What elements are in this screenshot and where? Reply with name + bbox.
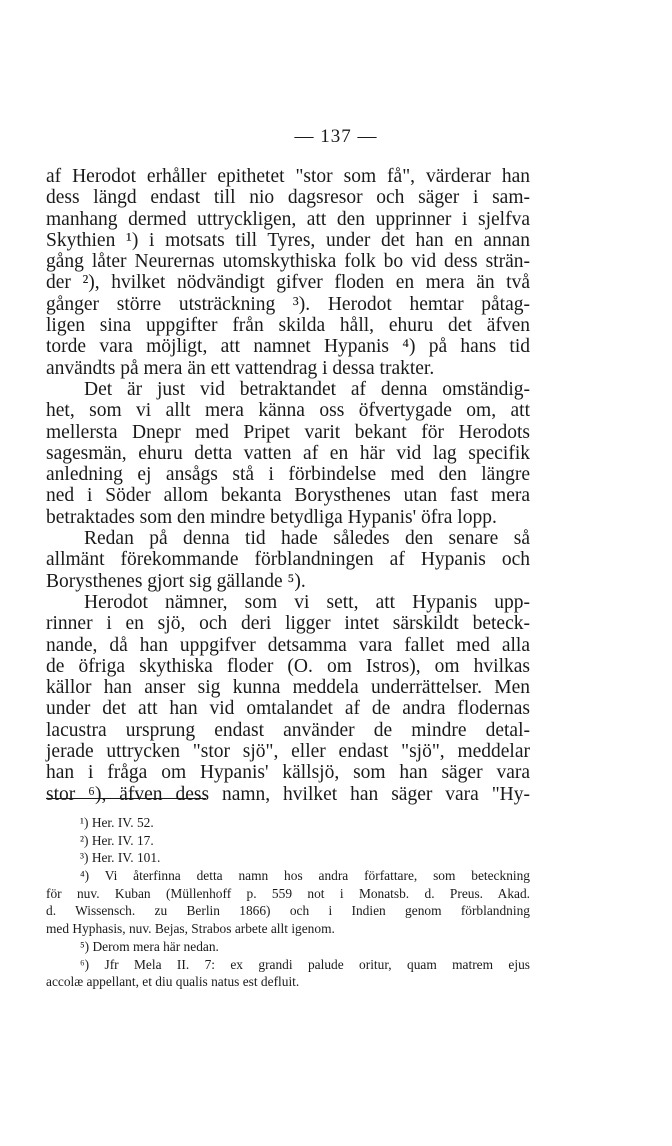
text-line: ligen sina uppgifter från skilda håll, ehuru det äfven [46,315,530,337]
text-line: gång låter Neurernas utomskythiska folk bo vid dess strän- [46,251,530,273]
footnote-line: ⁵) Derom mera här nedan. [80,938,219,954]
footnotes [46,814,530,991]
text-line: mellersta Dnepr med Pripet varit bekant för Herodots [46,421,530,443]
text-line: de öfriga skythiska floder (O. om Istros), om hvilkas [46,655,530,677]
text-line: Skythien ¹) i motsats till Tyres, under det han en annan [46,229,530,251]
footnote-line: med Hyphasis, nuv. Bejas, Strabos arbete allt igenom. [46,921,335,937]
text-line: Redan på denna tid hade således den senare så [84,528,530,550]
text-line: allmänt förekommande förblandningen af Hypanis och [46,549,530,571]
text-line: stor ⁶), äfven dess namn, hvilket han säger vara "Hy- [46,783,530,805]
footnote-divider [46,798,206,799]
text-line: anledning ej ansågs stå i förbindelse med den längre [46,464,530,486]
text-line: betraktades som den mindre betydliga Hypanis' öfra lopp. [46,506,497,528]
footnote-line: ⁶) Jfr Mela II. 7: ex grandi palude oritur, quam matrem ejus [80,956,530,972]
text-line: torde vara möjligt, att namnet Hypanis ⁴) på hans tid [46,336,530,358]
footnote-line: ⁴) Vi återfinna detta namn hos andra författare, som beteckning [80,868,530,884]
page-number-header: — 137 — [294,126,378,147]
text-line: nande, då han uppgifver detsamma vara fallet med alla [46,634,530,656]
text-line: gånger större utsträckning ³). Herodot hemtar påtag- [46,293,530,315]
footnote-line: d. Wissensch. zu Berlin 1866) och i Indien genom förblandning [46,903,530,919]
text-line: jerade uttrycken "stor sjö", eller endast "sjö", meddelar [46,741,530,763]
text-line: het, som vi allt mera känna oss öfvertygade om, att [46,400,530,422]
text-line: Borysthenes gjort sig gällande ⁵). [46,570,306,592]
footnote-line: för nuv. Kuban (Müllenhoff p. 559 not i Monatsb. d. Preus. Akad. [46,885,530,901]
footnote-line: accolæ appellant, et diu qualis natus est defluit. [46,974,300,990]
text-line: ned i Söder allom bekanta Borysthenes utan fast mera [46,485,530,507]
text-line: Herodot nämner, som vi sett, att Hypanis upp- [84,591,530,613]
text-line: af Herodot erhåller epithetet "stor som få", värderar han [46,166,530,187]
text-line: under det att han vid omtalandet af de andra flodernas [46,698,530,720]
text-line: manhang dermed uttryckligen, att den upprinner i sjelfva [46,208,530,230]
text-line: rinner i en sjö, och deri ligger intet särskildt beteck- [46,613,530,635]
footnote-line: ³) Her. IV. 101. [80,850,161,866]
footnote-line: ¹) Her. IV. 52. [80,815,154,830]
text-line: lacustra ursprung endast använder de mindre detal- [46,719,530,741]
text-line: dess längd endast till nio dagsresor och säger i sam- [46,187,530,209]
text-line: användts på mera än ett vattendrag i dessa trakter. [46,357,435,379]
footnote-line: ²) Her. IV. 17. [80,832,154,848]
text-line: der ²), hvilket nödvändigt gifver floden en mera än två [46,272,530,294]
text-line: han i fråga om Hypanis' källsjö, som han säger vara [46,762,530,784]
text-line: källor han anser sig kunna meddela underrättelser. Men [46,677,530,699]
text-line: sagesmän, ehuru detta vatten af en här vid lag specifik [46,442,530,464]
text-line: Det är just vid betraktandet af denna omständig- [84,378,530,400]
body-text [46,166,530,805]
